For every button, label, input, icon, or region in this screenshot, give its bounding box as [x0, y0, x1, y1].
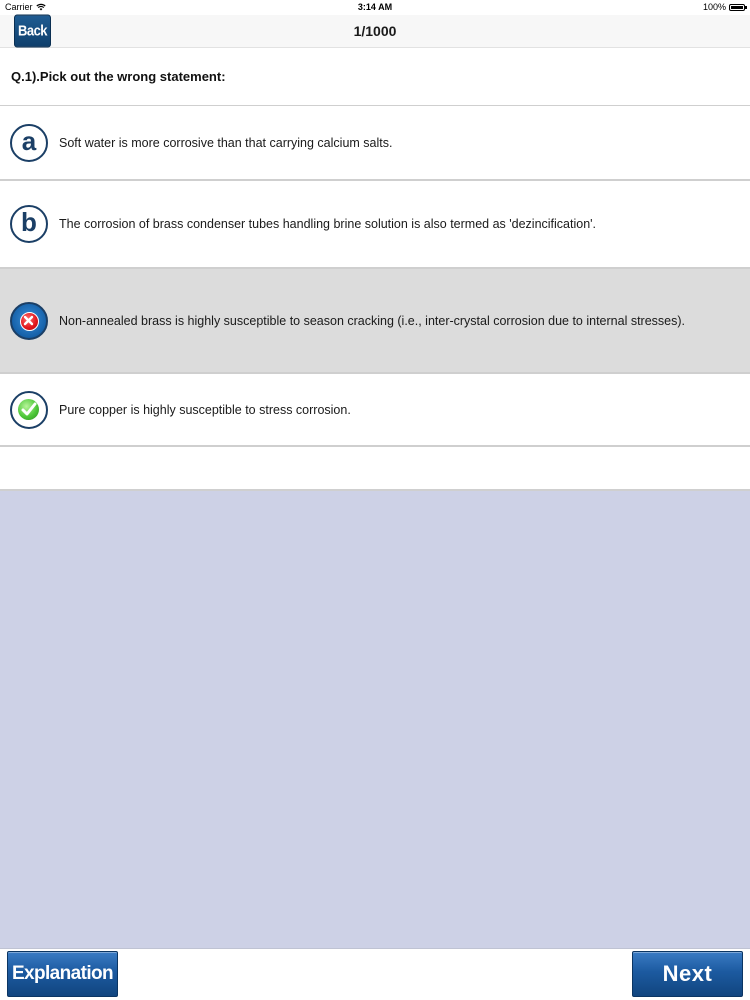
option-a-row[interactable]: [0, 106, 750, 181]
option-a-text: Soft water is more corrosive than that carrying calcium salts.: [59, 136, 393, 150]
question-text: Q.1).Pick out the wrong statement:: [11, 69, 226, 84]
option-d-text: Pure copper is highly susceptible to stress corrosion.: [59, 403, 351, 417]
question-row: [0, 48, 750, 107]
content-background: [0, 491, 750, 948]
correct-answer-check-icon: [10, 391, 48, 429]
bottom-toolbar: [0, 948, 750, 1000]
back-button[interactable]: Back: [14, 15, 51, 48]
option-c-text: Non-annealed brass is highly susceptible to season cracking (i.e., inter-crystal corrosion due to internal stresses).: [59, 314, 685, 328]
battery-percent: 100%: [702, 2, 726, 12]
status-time: 3:14 AM: [357, 2, 393, 12]
carrier-label: Carrier: [5, 2, 33, 12]
next-button[interactable]: Next: [632, 951, 743, 997]
letter-a-icon: a: [10, 124, 48, 162]
option-b-row[interactable]: [0, 181, 750, 269]
option-b-text: The corrosion of brass condenser tubes handling brine solution is also termed as 'dezincification'.: [59, 217, 597, 231]
letter-b-icon: b: [10, 205, 48, 243]
navigation-bar: [0, 15, 750, 48]
question-counter: 1/1000: [353, 23, 397, 39]
explanation-button[interactable]: Explanation: [7, 951, 118, 997]
status-bar: [0, 0, 750, 15]
empty-row: [0, 447, 750, 491]
battery-icon: [729, 4, 745, 11]
option-c-row[interactable]: [0, 269, 750, 374]
option-d-row[interactable]: [0, 374, 750, 447]
wrong-answer-x-icon: [10, 302, 48, 340]
battery-indicator: [703, 2, 745, 12]
